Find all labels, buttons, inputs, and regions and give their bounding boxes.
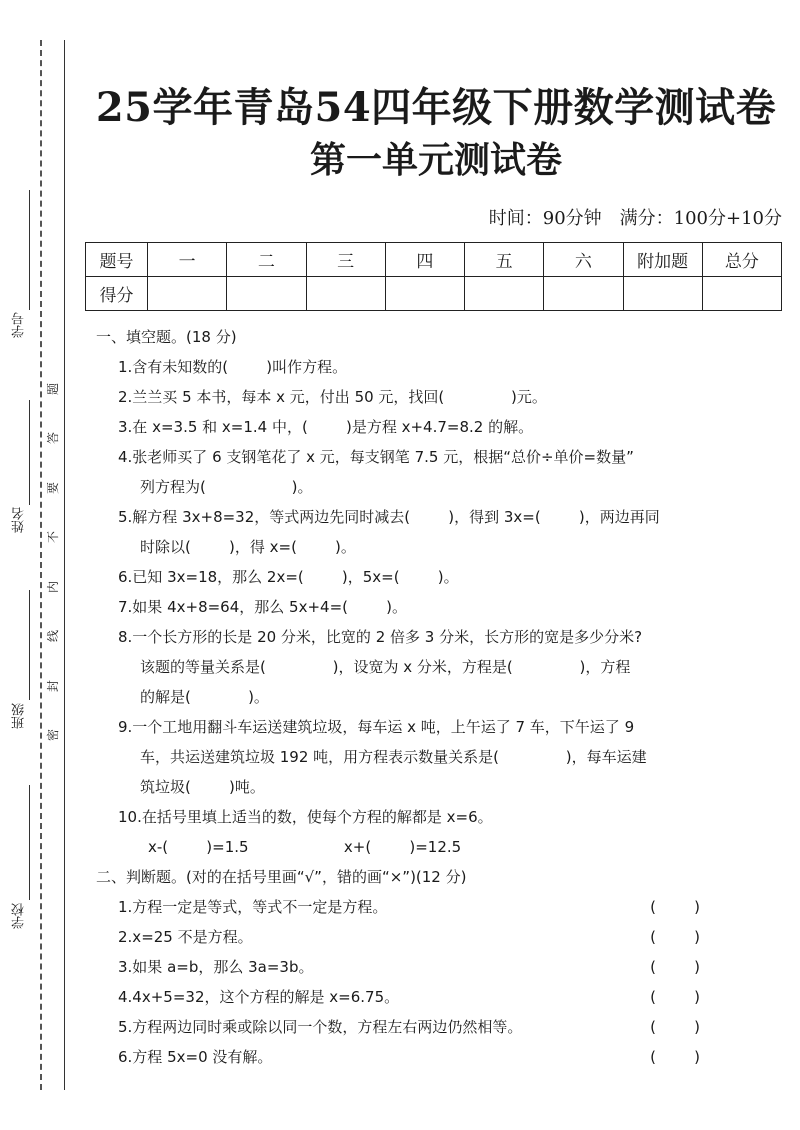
question-line: 时除以( )，得 x=( )。 [140, 538, 356, 556]
question-line: 9.一个工地用翻斗车运送建筑垃圾，每车运 x 吨，上午运了 7 车，下午运了 9 [118, 718, 635, 736]
name-label: 姓名 [12, 507, 27, 533]
judge-text: 3.如果 a=b，那么 3a=3b。 [118, 958, 314, 976]
table-cell: 二 [227, 243, 306, 277]
binding-solid-line [64, 40, 65, 1090]
section-title-true-false: 二、判断题。(对的在括号里画“√”，错的画“×”)(12 分) [96, 868, 467, 886]
judge-item [96, 1012, 792, 1042]
question-line: 3.在 x=3.5 和 x=1.4 中，( )是方程 x+4.7=8.2 的解。 [118, 418, 534, 436]
question-line: 车，共运送建筑垃圾 192 吨，用方程表示数量关系是( )，每车运建 [140, 748, 647, 766]
question-line: 4.张老师买了 6 支钢笔花了 x 元，每支钢笔 7.5 元，根据“总价÷单价=数量” [118, 448, 634, 466]
table-cell: 三 [306, 243, 385, 277]
question-line: 1.含有未知数的( )叫作方程。 [118, 358, 348, 376]
student-id-label: 学号 [12, 312, 27, 338]
judge-text: 5.方程两边同时乘或除以同一个数，方程左右两边仍然相等。 [118, 1018, 523, 1036]
exam-time: 时间：90分钟 [488, 208, 602, 229]
question-line: 筑垃圾( )吨。 [140, 778, 265, 796]
answer-paren[interactable]: ( ) [650, 1048, 700, 1066]
answer-paren[interactable]: ( ) [650, 988, 700, 1006]
question-line: 的解是( )。 [140, 688, 269, 706]
answer-paren[interactable]: ( ) [650, 898, 700, 916]
question-line: 10.在括号里填上适当的数，使每个方程的解都是 x=6。 [118, 808, 493, 826]
name-fill-line [29, 400, 30, 505]
table-cell: 题号 [86, 243, 148, 277]
score-cell[interactable] [623, 277, 702, 311]
exam-full-score: 满分：100分+10分 [619, 208, 782, 229]
score-cell[interactable] [544, 277, 623, 311]
table-cell: 四 [385, 243, 464, 277]
binding-dashed-line [40, 40, 42, 1090]
question-line: 该题的等量关系是( )，设宽为 x 分米，方程是( )，方程 [140, 658, 631, 676]
student-id-fill-line [29, 190, 30, 310]
exam-body [96, 322, 792, 1072]
seal-char: 内 [45, 580, 60, 593]
answer-paren[interactable]: ( ) [650, 1018, 700, 1036]
question-line: 8.一个长方形的长是 20 分米，比宽的 2 倍多 3 分米，长方形的宽是多少分米? [118, 628, 643, 646]
judge-text: 4.4x+5=32，这个方程的解是 x=6.75。 [118, 988, 400, 1006]
judge-item [96, 1042, 792, 1072]
score-cell[interactable] [148, 277, 227, 311]
seal-char: 题 [45, 382, 60, 396]
answer-paren[interactable]: ( ) [650, 928, 700, 946]
class-fill-line [29, 590, 30, 700]
score-cell[interactable] [465, 277, 544, 311]
judge-item [96, 952, 792, 982]
question-line: 2.兰兰买 5 本书，每本 x 元，付出 50 元，找回( )元。 [118, 388, 547, 406]
judge-text: 6.方程 5x=0 没有解。 [118, 1048, 273, 1066]
score-table-score-row [86, 277, 782, 311]
page-subtitle: 第一单元测试卷 [309, 139, 562, 181]
score-cell[interactable] [306, 277, 385, 311]
seal-char: 要 [45, 481, 60, 494]
score-cell[interactable] [385, 277, 464, 311]
score-cell[interactable] [227, 277, 306, 311]
score-table-header-row [86, 243, 782, 277]
exam-meta [471, 206, 782, 232]
score-table [85, 242, 782, 311]
answer-paren[interactable]: ( ) [650, 958, 700, 976]
judge-item [96, 892, 792, 922]
score-cell[interactable] [702, 277, 781, 311]
judge-text: 2.x=25 不是方程。 [118, 928, 253, 946]
table-cell: 六 [544, 243, 623, 277]
judge-item [96, 982, 792, 1012]
class-label: 班级 [12, 703, 27, 729]
question-line: 5.解方程 3x+8=32，等式两边先同时减去( )，得到 3x=( )，两边再同 [118, 508, 660, 526]
seal-char: 答 [45, 432, 60, 445]
seal-char: 不 [45, 531, 60, 544]
school-fill-line [29, 785, 30, 900]
judge-text: 1.方程一定是等式，等式不一定是方程。 [118, 898, 388, 916]
seal-char: 密 [45, 728, 60, 741]
judge-item [96, 922, 792, 952]
question-line: 7.如果 4x+8=64，那么 5x+4=( )。 [118, 598, 407, 616]
table-cell: 一 [148, 243, 227, 277]
table-cell: 总分 [702, 243, 781, 277]
seal-char: 封 [45, 679, 60, 692]
question-line: 列方程为( )。 [140, 478, 313, 496]
question-line: 6.已知 3x=18，那么 2x=( )，5x=( )。 [118, 568, 459, 586]
question-line: x-( )=1.5 x+( )=12.5 [148, 838, 462, 856]
seal-char: 线 [45, 630, 60, 643]
table-cell: 五 [465, 243, 544, 277]
table-cell: 附加题 [623, 243, 702, 277]
school-label: 学校 [12, 903, 27, 929]
section-title-fill-blank: 一、填空题。(18 分) [96, 328, 237, 346]
seal-line-text [44, 382, 62, 742]
page-title: 25学年青岛54四年级下册数学测试卷 [95, 84, 777, 131]
table-cell: 得分 [86, 277, 148, 311]
